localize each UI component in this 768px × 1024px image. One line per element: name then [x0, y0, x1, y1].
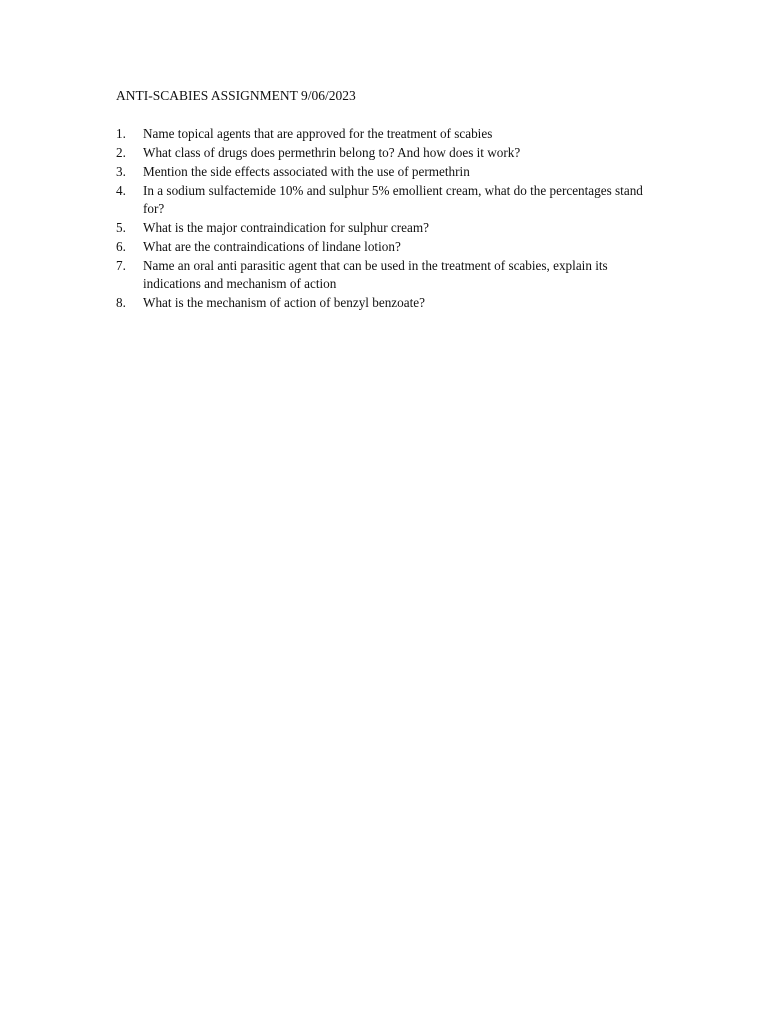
question-item-5	[116, 219, 664, 237]
question-item-3	[116, 163, 664, 181]
question-text: Name topical agents that are approved for the treatment of scabies	[143, 126, 493, 141]
question-text: What is the mechanism of action of benzyl benzoate?	[143, 295, 425, 310]
question-number: 5.	[116, 220, 126, 235]
question-number: 2.	[116, 145, 126, 160]
question-number: 7.	[116, 258, 126, 273]
question-number: 3.	[116, 164, 126, 179]
question-item-7	[116, 257, 664, 293]
question-number: 1.	[116, 126, 126, 141]
question-text: In a sodium sulfactemide 10% and sulphur 5% emollient cream, what do the percentages stand for?	[143, 183, 643, 216]
question-item-2	[116, 144, 664, 162]
question-text: Name an oral anti parasitic agent that can be used in the treatment of scabies, explain its indications and mechanism of action	[143, 258, 608, 291]
question-text: What are the contraindications of lindane lotion?	[143, 239, 401, 254]
question-text: What class of drugs does permethrin belong to? And how does it work?	[143, 145, 521, 160]
question-number: 4.	[116, 183, 126, 198]
question-text: What is the major contraindication for sulphur cream?	[143, 220, 429, 235]
question-item-6	[116, 238, 664, 256]
question-text: Mention the side effects associated with the use of permethrin	[143, 164, 470, 179]
question-item-1	[116, 125, 664, 143]
question-item-8	[116, 294, 664, 312]
question-number: 8.	[116, 295, 126, 310]
question-number: 6.	[116, 239, 126, 254]
question-list	[116, 125, 664, 313]
question-item-4	[116, 182, 664, 218]
document-title: ANTI-SCABIES ASSIGNMENT 9/06/2023	[116, 88, 356, 103]
